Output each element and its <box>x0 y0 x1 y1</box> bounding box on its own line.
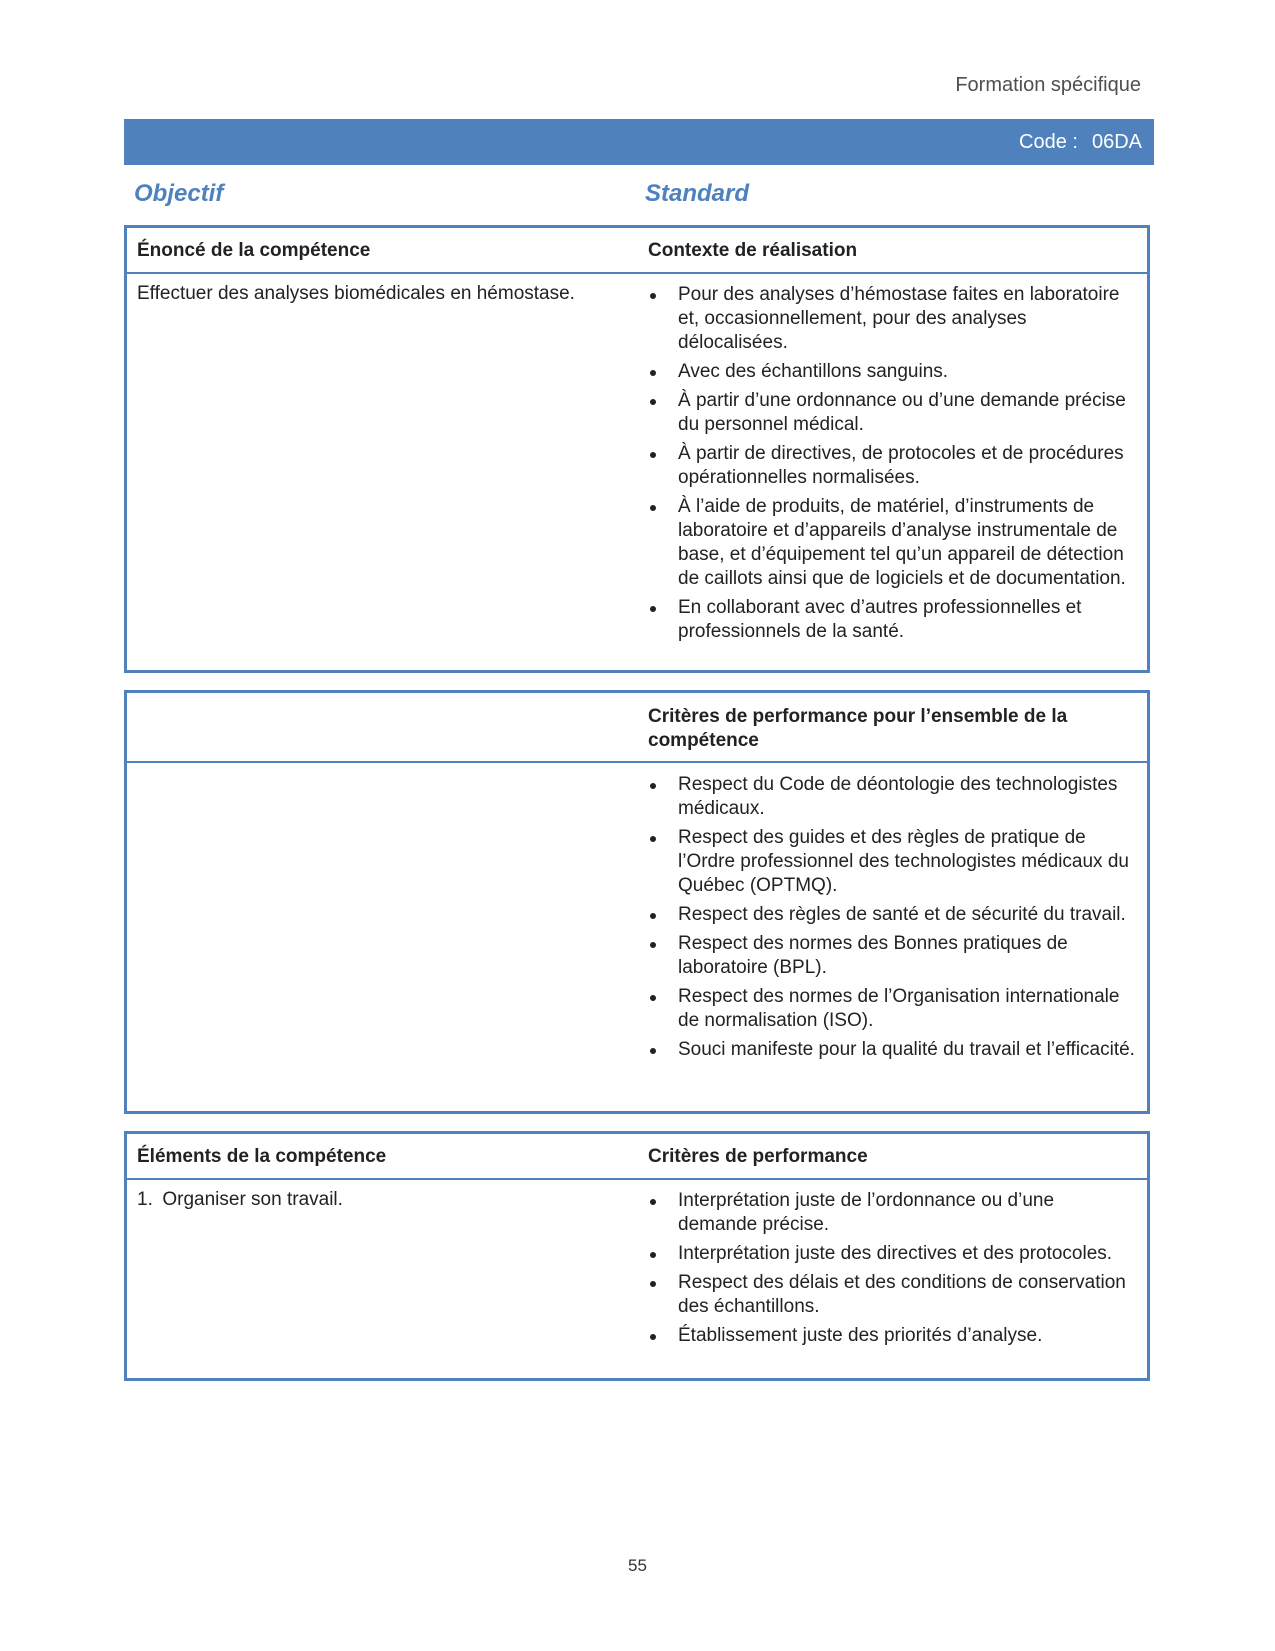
list-item: Respect du Code de déontologie des technologistes médicaux. <box>648 773 1138 821</box>
bullet-icon <box>650 913 656 919</box>
list-item: Interprétation juste des directives et des protocoles. <box>648 1242 1138 1266</box>
code-value: 06DA <box>1091 130 1142 153</box>
bullet-icon <box>650 452 656 458</box>
list-item: À l’aide de produits, de matériel, d’instruments de laboratoire et d’appareils d’analyse instrumentale de base, et d’équipement tel qu’un appareil de détection de caillots ainsi que de logiciels et de documentation. <box>648 495 1138 591</box>
bullet-icon <box>650 370 656 376</box>
bullet-icon <box>650 1199 656 1205</box>
bullet-icon <box>650 783 656 789</box>
page-number: 55 <box>628 1556 647 1575</box>
ensemble-criteria-header-row <box>127 693 1147 763</box>
list-item: Respect des normes de l’Organisation internationale de normalisation (ISO). <box>648 985 1138 1033</box>
section-titles <box>134 180 1144 212</box>
list-item: Pour des analyses d’hémostase faites en laboratoire et, occasionnellement, pour des analyses délocalisées. <box>648 283 1138 355</box>
competence-table-header <box>127 228 1147 274</box>
bullet-icon <box>650 1252 656 1258</box>
list-item: Respect des délais et des conditions de conservation des échantillons. <box>648 1271 1138 1319</box>
list-item: Établissement juste des priorités d’analyse. <box>648 1324 1138 1348</box>
competence-statement: Effectuer des analyses biomédicales en hémostase. <box>137 283 575 304</box>
element-item: 1. Organiser son travail. <box>137 1189 343 1210</box>
list-item: Respect des guides et des règles de pratique de l’Ordre professionnel des technologistes médicaux du Québec (OPTMQ). <box>648 826 1138 898</box>
performance-header: Critères de performance <box>648 1146 868 1167</box>
bullet-icon <box>650 293 656 299</box>
list-item: Interprétation juste de l’ordonnance ou d’une demande précise. <box>648 1189 1138 1237</box>
bullet-icon <box>650 1281 656 1287</box>
bullet-icon <box>650 942 656 948</box>
contexte-header: Contexte de réalisation <box>648 240 858 261</box>
list-item: En collaborant avec d’autres professionnelles et professionnels de la santé. <box>648 596 1138 644</box>
list-item: À partir d’une ordonnance ou d’une demande précise du personnel médical. <box>648 389 1138 437</box>
bullet-icon <box>650 1048 656 1054</box>
bullet-icon <box>650 399 656 405</box>
list-item: Avec des échantillons sanguins. <box>648 360 1138 384</box>
elements-table-header <box>127 1134 1147 1180</box>
ensemble-criteria-table <box>124 690 1150 1114</box>
enonce-header: Énoncé de la compétence <box>137 240 371 261</box>
code-label: Code : <box>1019 130 1078 153</box>
elements-table <box>124 1131 1150 1381</box>
objectif-title: Objectif <box>134 180 224 207</box>
bullet-icon <box>650 836 656 842</box>
list-item: Respect des règles de santé et de sécurité du travail. <box>648 903 1138 927</box>
program-title: Formation spécifique <box>955 74 1141 96</box>
list-item: Souci manifeste pour la qualité du travail et l’efficacité. <box>648 1038 1138 1062</box>
ensemble-criteria-header: Critères de performance pour l’ensemble de la compétence <box>648 706 1068 751</box>
bullet-icon <box>650 1334 656 1340</box>
code-bar <box>124 119 1154 165</box>
list-item: À partir de directives, de protocoles et de procédures opérationnelles normalisées. <box>648 442 1138 490</box>
contexte-list <box>648 283 1138 649</box>
list-item: Respect des normes des Bonnes pratiques de laboratoire (BPL). <box>648 932 1138 980</box>
ensemble-criteria-list <box>648 773 1138 1067</box>
bullet-icon <box>650 505 656 511</box>
elements-header: Éléments de la compétence <box>137 1146 387 1167</box>
standard-title: Standard <box>645 180 750 207</box>
competence-table <box>124 225 1150 673</box>
performance-list <box>648 1189 1138 1353</box>
bullet-icon <box>650 606 656 612</box>
bullet-icon <box>650 995 656 1001</box>
